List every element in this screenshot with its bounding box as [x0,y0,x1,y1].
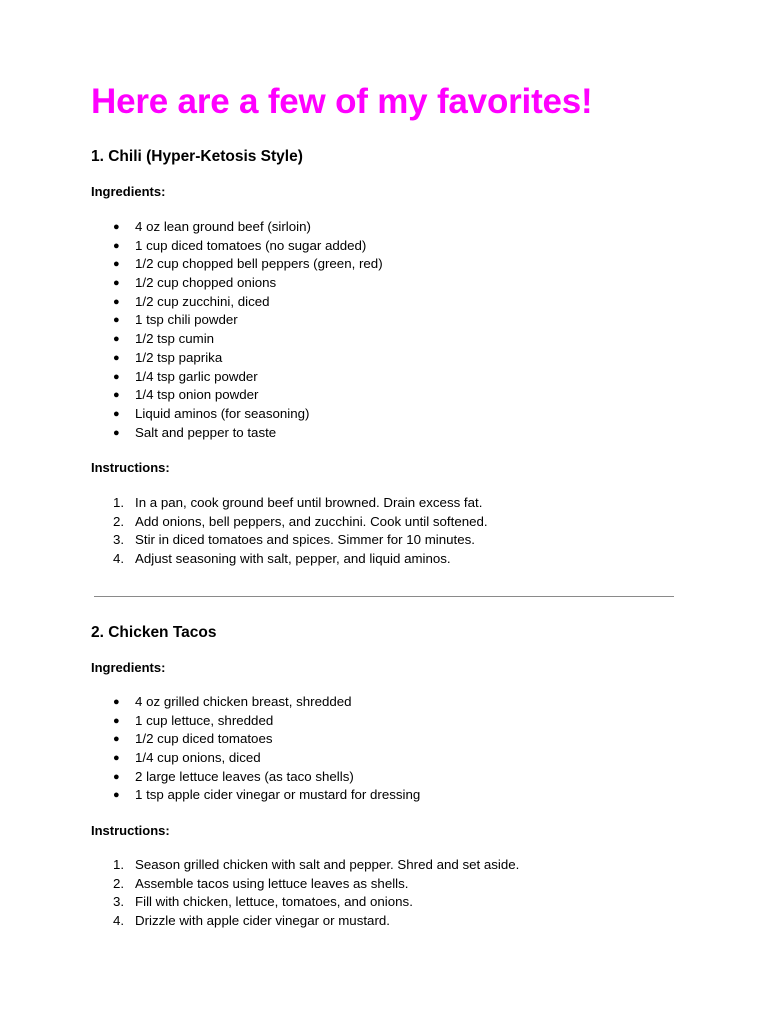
bullet-marker: ● [113,258,120,271]
ingredient-text: 1/2 cup zucchini, diced [135,293,270,309]
ingredient-item [91,730,420,749]
ingredients-label-chicken-tacos: Ingredients: [91,660,166,675]
ingredient-item [91,349,383,368]
ingredient-item [91,786,420,805]
step-number: 3. [113,894,125,910]
instruction-text: In a pan, cook ground beef until browned. Drain excess fat. [135,495,483,510]
instruction-step [91,494,488,513]
ingredient-text: 1/4 tsp garlic powder [135,368,258,384]
instruction-text: Adjust seasoning with salt, pepper, and liquid aminos. [135,551,451,567]
ingredient-text: Salt and pepper to taste [135,424,277,440]
bullet-marker: ● [113,370,120,383]
ingredient-text: 1/2 cup diced tomatoes [135,731,273,747]
ingredient-text: 2 large lettuce leaves (as taco shells) [135,768,354,784]
ingredient-item [91,749,420,768]
instruction-text: Add onions, bell peppers, and zucchini. Cook until softened. [135,513,488,529]
ingredient-text: Liquid aminos (for seasoning) [135,405,310,421]
ingredient-text: 4 oz grilled chicken breast, shredded [135,694,352,709]
step-number: 1. [113,857,125,872]
bullet-marker: ● [113,733,120,746]
ingredient-text: 1/2 cup chopped onions [135,275,277,291]
instruction-text: Drizzle with apple cider vinegar or mustard. [135,913,390,929]
instruction-step [91,550,488,569]
bullet-marker: ● [113,389,120,402]
ingredient-text: 1/4 tsp onion powder [135,387,259,403]
ingredients-label-chili: Ingredients: [91,184,166,199]
recipe-title-chili: 1. Chili (Hyper-Ketosis Style) [91,148,303,165]
bullet-marker: ● [113,295,120,308]
bullet-marker: ● [113,789,120,802]
bullet-marker: ● [113,314,120,327]
bullet-marker: ● [113,770,120,783]
bullet-marker: ● [113,426,120,439]
instructions-label-chili: Instructions: [91,460,170,475]
bullet-marker: ● [113,752,120,765]
ingredient-item [91,405,383,424]
instruction-text: Assemble tacos using lettuce leaves as shells. [135,875,409,891]
instructions-list-chicken-tacos [91,856,519,931]
ingredient-item [91,768,420,787]
bullet-marker: ● [113,333,120,346]
ingredient-item [91,712,420,731]
step-number: 1. [113,495,125,510]
instruction-text: Season grilled chicken with salt and pepper. Shred and set aside. [135,857,520,872]
ingredient-item [91,293,383,312]
bullet-marker: ● [113,714,120,727]
step-number: 3. [113,532,125,548]
ingredient-item [91,330,383,349]
step-number: 4. [113,551,125,567]
instruction-step [91,856,519,875]
ingredient-item [91,255,383,274]
step-number: 2. [113,875,125,891]
instructions-list-chili [91,494,488,569]
ingredient-text: 1/2 tsp cumin [135,331,215,347]
page-title: Here are a few of my favorites! [91,82,593,121]
ingredient-text: 1/2 cup chopped bell peppers (green, red) [135,256,383,272]
ingredient-item [91,311,383,330]
ingredient-item [91,237,383,256]
bullet-marker: ● [113,351,120,364]
ingredient-text: 1/4 cup onions, diced [135,750,261,766]
instruction-step [91,513,488,532]
section-divider [94,596,674,597]
ingredient-item [91,424,383,443]
ingredients-list-chili [91,218,383,442]
ingredient-item [91,218,383,237]
bullet-marker: ● [113,221,120,233]
instruction-text: Stir in diced tomatoes and spices. Simmer for 10 minutes. [135,532,475,548]
ingredient-item [91,368,383,387]
ingredient-text: 1 tsp apple cider vinegar or mustard for dressing [135,787,421,803]
ingredient-text: 1 tsp chili powder [135,312,238,328]
ingredients-list-chicken-tacos [91,693,420,805]
bullet-marker: ● [113,407,120,420]
ingredient-item [91,693,420,712]
instruction-step [91,531,488,550]
bullet-marker: ● [113,277,120,290]
step-number: 4. [113,913,125,929]
ingredient-item [91,274,383,293]
bullet-marker: ● [113,239,120,252]
step-number: 2. [113,513,125,529]
ingredient-item [91,386,383,405]
instruction-step [91,912,519,931]
bullet-marker: ● [113,696,120,708]
recipe-title-chicken-tacos: 2. Chicken Tacos [91,624,217,641]
instructions-label-chicken-tacos: Instructions: [91,823,170,838]
ingredient-text: 1 cup lettuce, shredded [135,712,274,728]
ingredient-text: 1/2 tsp paprika [135,349,223,365]
instruction-text: Fill with chicken, lettuce, tomatoes, and onions. [135,894,413,910]
instruction-step [91,875,519,894]
ingredient-text: 1 cup diced tomatoes (no sugar added) [135,237,367,253]
ingredient-text: 4 oz lean ground beef (sirloin) [135,219,311,234]
instruction-step [91,893,519,912]
